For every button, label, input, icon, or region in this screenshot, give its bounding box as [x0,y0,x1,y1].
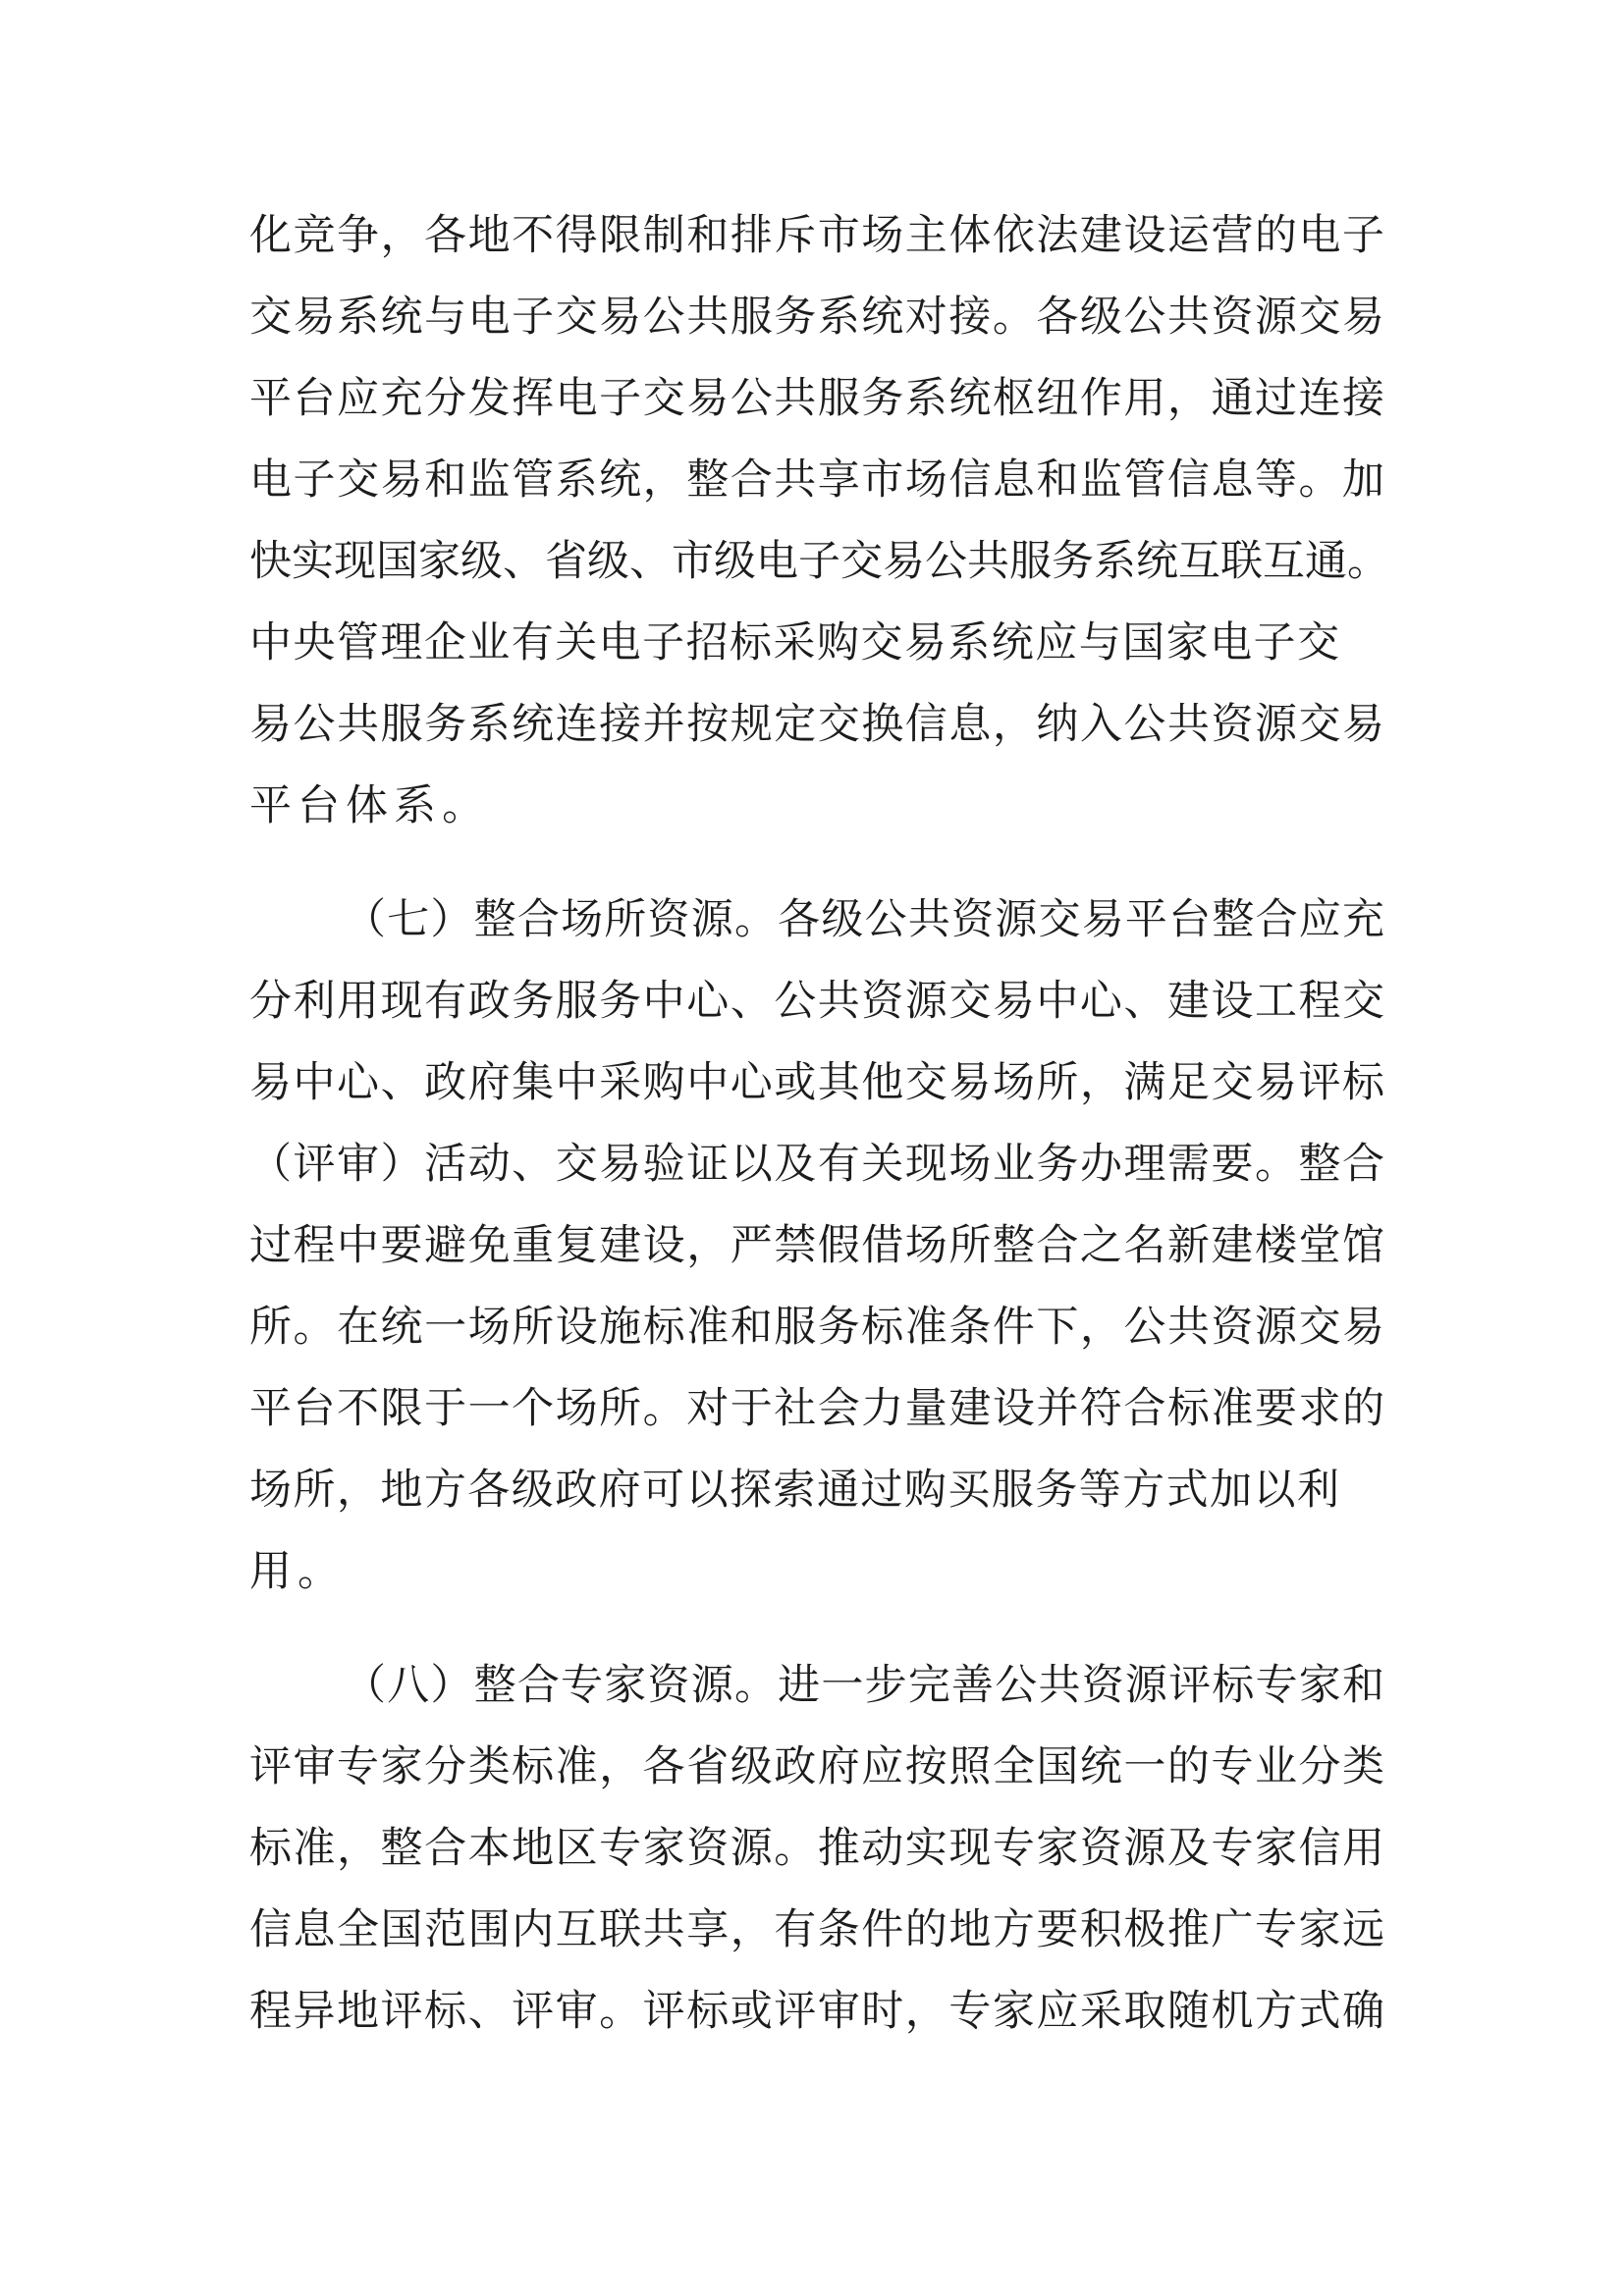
text-line: 场所，地方各级政府可以探索通过购买服务等方式加以利 [249,1466,1339,1515]
text-line: 快实现国家级、省级、市级电子交易公共服务系统互联互通。 [249,537,1389,586]
text-line: 平台应充分发挥电子交易公共服务系统枢纽作用，通过连接 [249,374,1384,423]
text-line: 化竞争，各地不得限制和排斥市场主体依法建设运营的电子 [249,211,1384,260]
text-line: 分利用现有政务服务中心、公共资源交易中心、建设工程交 [249,977,1384,1026]
section-heading-line: （七）整合场所资源。各级公共资源交易平台整合应充 [344,895,1384,944]
text-line: 平台体系。 [249,781,491,830]
section-heading-line: （八）整合专家资源。进一步完善公共资源评标专家和 [344,1661,1384,1710]
text-line: 易中心、政府集中采购中心或其他交易场所，满足交易评标 [249,1058,1384,1107]
text-line: 过程中要避免重复建设，严禁假借场所整合之名新建楼堂馆 [249,1221,1384,1270]
text-line: 评审专家分类标准，各省级政府应按照全国统一的专业分类 [249,1742,1384,1791]
text-line: 标准，整合本地区专家资源。推动实现专家资源及专家信用 [249,1824,1384,1873]
text-line: 平台不限于一个场所。对于社会力量建设并符合标准要求的 [249,1384,1384,1433]
text-line: 所。在统一场所设施标准和服务标准条件下，公共资源交易 [249,1303,1384,1352]
text-line: 交易系统与电子交易公共服务系统对接。各级公共资源交易 [249,293,1384,342]
text-line: 电子交易和监管系统，整合共享市场信息和监管信息等。加 [249,455,1384,505]
text-line: 用。 [249,1547,347,1596]
text-line: 程异地评标、评审。评标或评审时，专家应采取随机方式确 [249,1987,1384,2036]
text-line: （评审）活动、交易验证以及有关现场业务办理需要。整合 [249,1140,1384,1189]
text-line: 中央管理企业有关电子招标采购交易系统应与国家电子交 [249,618,1339,667]
text-line: 信息全国范围内互联共享，有条件的地方要积极推广专家远 [249,1905,1384,1954]
text-line: 易公共服务系统连接并按规定交换信息，纳入公共资源交易 [249,700,1384,749]
